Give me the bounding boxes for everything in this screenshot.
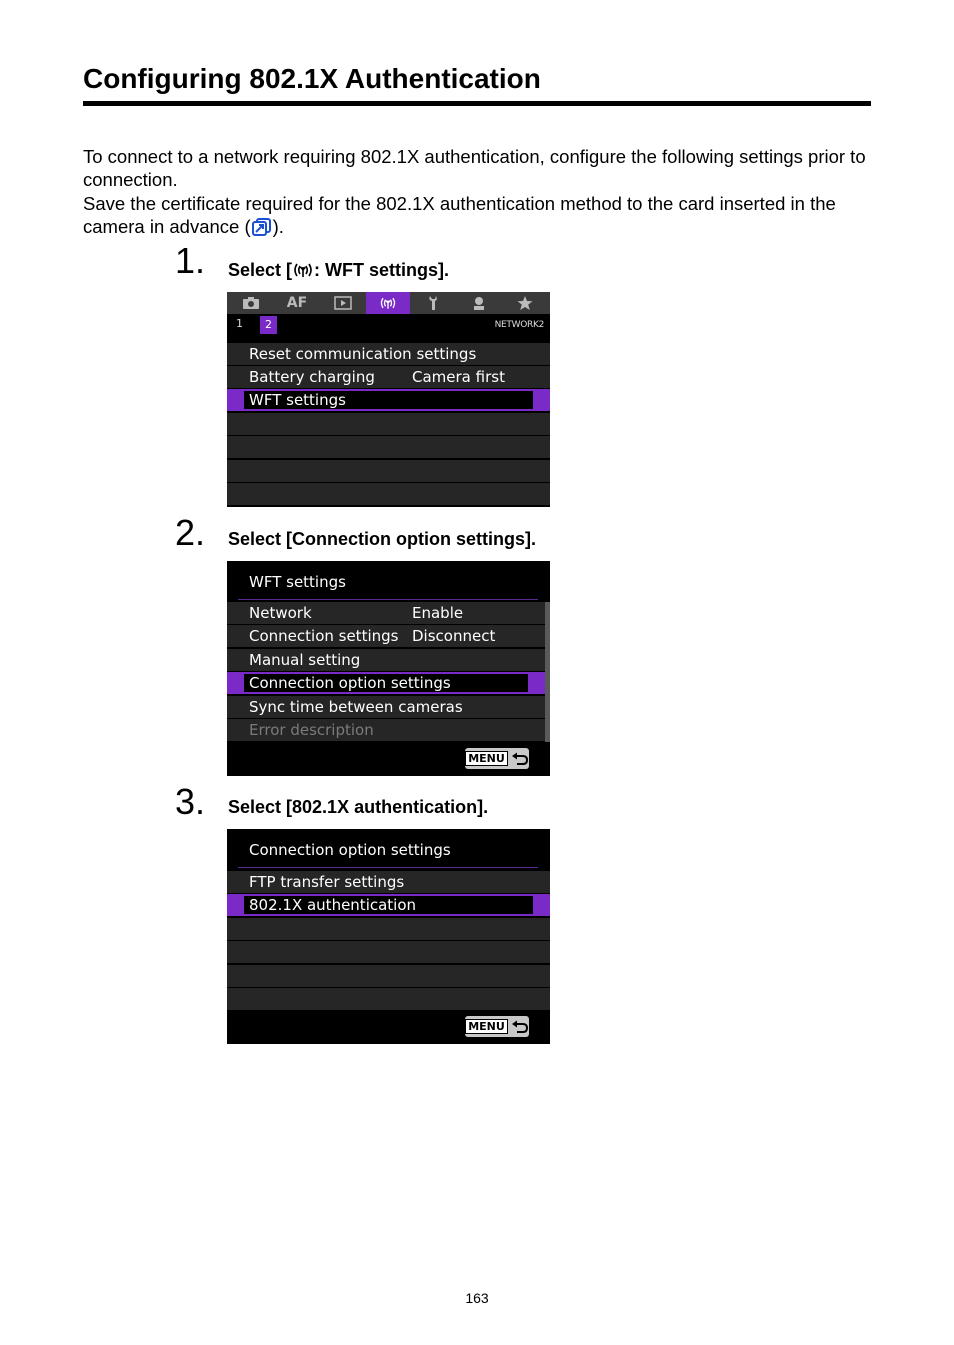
reference-link-icon[interactable] [252, 218, 272, 236]
wireless-icon [292, 261, 314, 277]
menu-row[interactable]: Sync time between cameras [227, 696, 545, 718]
intro-text [83, 145, 883, 238]
wireless-icon [379, 295, 397, 311]
tab-custom[interactable] [457, 292, 501, 314]
menu-row-empty [227, 965, 550, 987]
wrench-icon [424, 295, 442, 311]
scrollbar[interactable] [545, 602, 550, 742]
step-3-number: 3. [175, 781, 206, 822]
sub-tab-1[interactable]: 1 [236, 317, 243, 330]
menu-row[interactable]: Reset communication settings [227, 343, 550, 365]
menu-row-empty [227, 460, 550, 482]
menu-row[interactable]: Battery charging Camera first [227, 366, 550, 388]
return-icon [511, 752, 529, 766]
tab-bar [227, 292, 550, 314]
menu-row[interactable]: FTP transfer settings [227, 871, 550, 893]
menu-row[interactable]: Manual setting [227, 649, 545, 671]
intro-line-2: Save the certificate required for the 802.1X authentication method to the card inserted in the camera in advance ( ). [83, 192, 836, 237]
sub-tab-2[interactable]: 2 [260, 316, 277, 334]
menu-header: Connection option settings [238, 829, 538, 868]
tab-wireless[interactable] [366, 292, 410, 314]
menu-row-selected[interactable]: Connection option settings [227, 672, 545, 694]
menu-header: WFT settings [238, 561, 538, 600]
camera-screen-1 [227, 292, 550, 507]
return-icon [511, 1020, 529, 1034]
menu-row-empty [227, 483, 550, 505]
menu-back-button[interactable]: MENU [465, 748, 529, 769]
menu-row-empty [227, 941, 550, 963]
tab-setup[interactable] [411, 292, 455, 314]
menu-row[interactable]: Connection settings Disconnect [227, 625, 545, 647]
menu-row-empty [227, 436, 550, 458]
intro-line-1: To connect to a network requiring 802.1X authentication, configure the following settings prior to connection. [83, 146, 866, 191]
step-1-number: 1. [175, 240, 206, 281]
star-icon [516, 295, 534, 311]
tab-playback[interactable] [321, 292, 365, 314]
menu-row-selected[interactable]: WFT settings [227, 389, 550, 411]
step-2-text: Select [Connection option settings]. [228, 529, 537, 549]
page-label: NETWORK2 [494, 320, 544, 330]
menu-row[interactable]: Network Enable [227, 602, 545, 624]
menu-row-selected[interactable]: 802.1X authentication [227, 894, 550, 916]
step-1-text: Select [ : WFT settings]. [228, 260, 450, 280]
menu-row-empty [227, 413, 550, 435]
camera-screen-2 [227, 561, 550, 776]
step-3-text: Select [802.1X authentication]. [228, 797, 489, 817]
menu-row-empty [227, 988, 550, 1010]
page-number: 163 [465, 1290, 489, 1306]
camera-icon [242, 295, 260, 311]
menu-back-button[interactable]: MENU [465, 1016, 529, 1037]
page-title: Configuring 802.1X Authentication [83, 62, 871, 106]
sub-tab-bar [227, 314, 550, 336]
menu-row-empty [227, 918, 550, 940]
tab-af[interactable]: AF [286, 295, 308, 311]
menu-row-disabled: Error description [227, 719, 545, 741]
custom-icon [470, 295, 488, 311]
camera-screen-3 [227, 829, 550, 1044]
tab-shooting[interactable] [229, 292, 273, 314]
step-2-number: 2. [175, 512, 206, 553]
tab-my-menu[interactable] [503, 292, 547, 314]
play-icon [334, 295, 352, 311]
